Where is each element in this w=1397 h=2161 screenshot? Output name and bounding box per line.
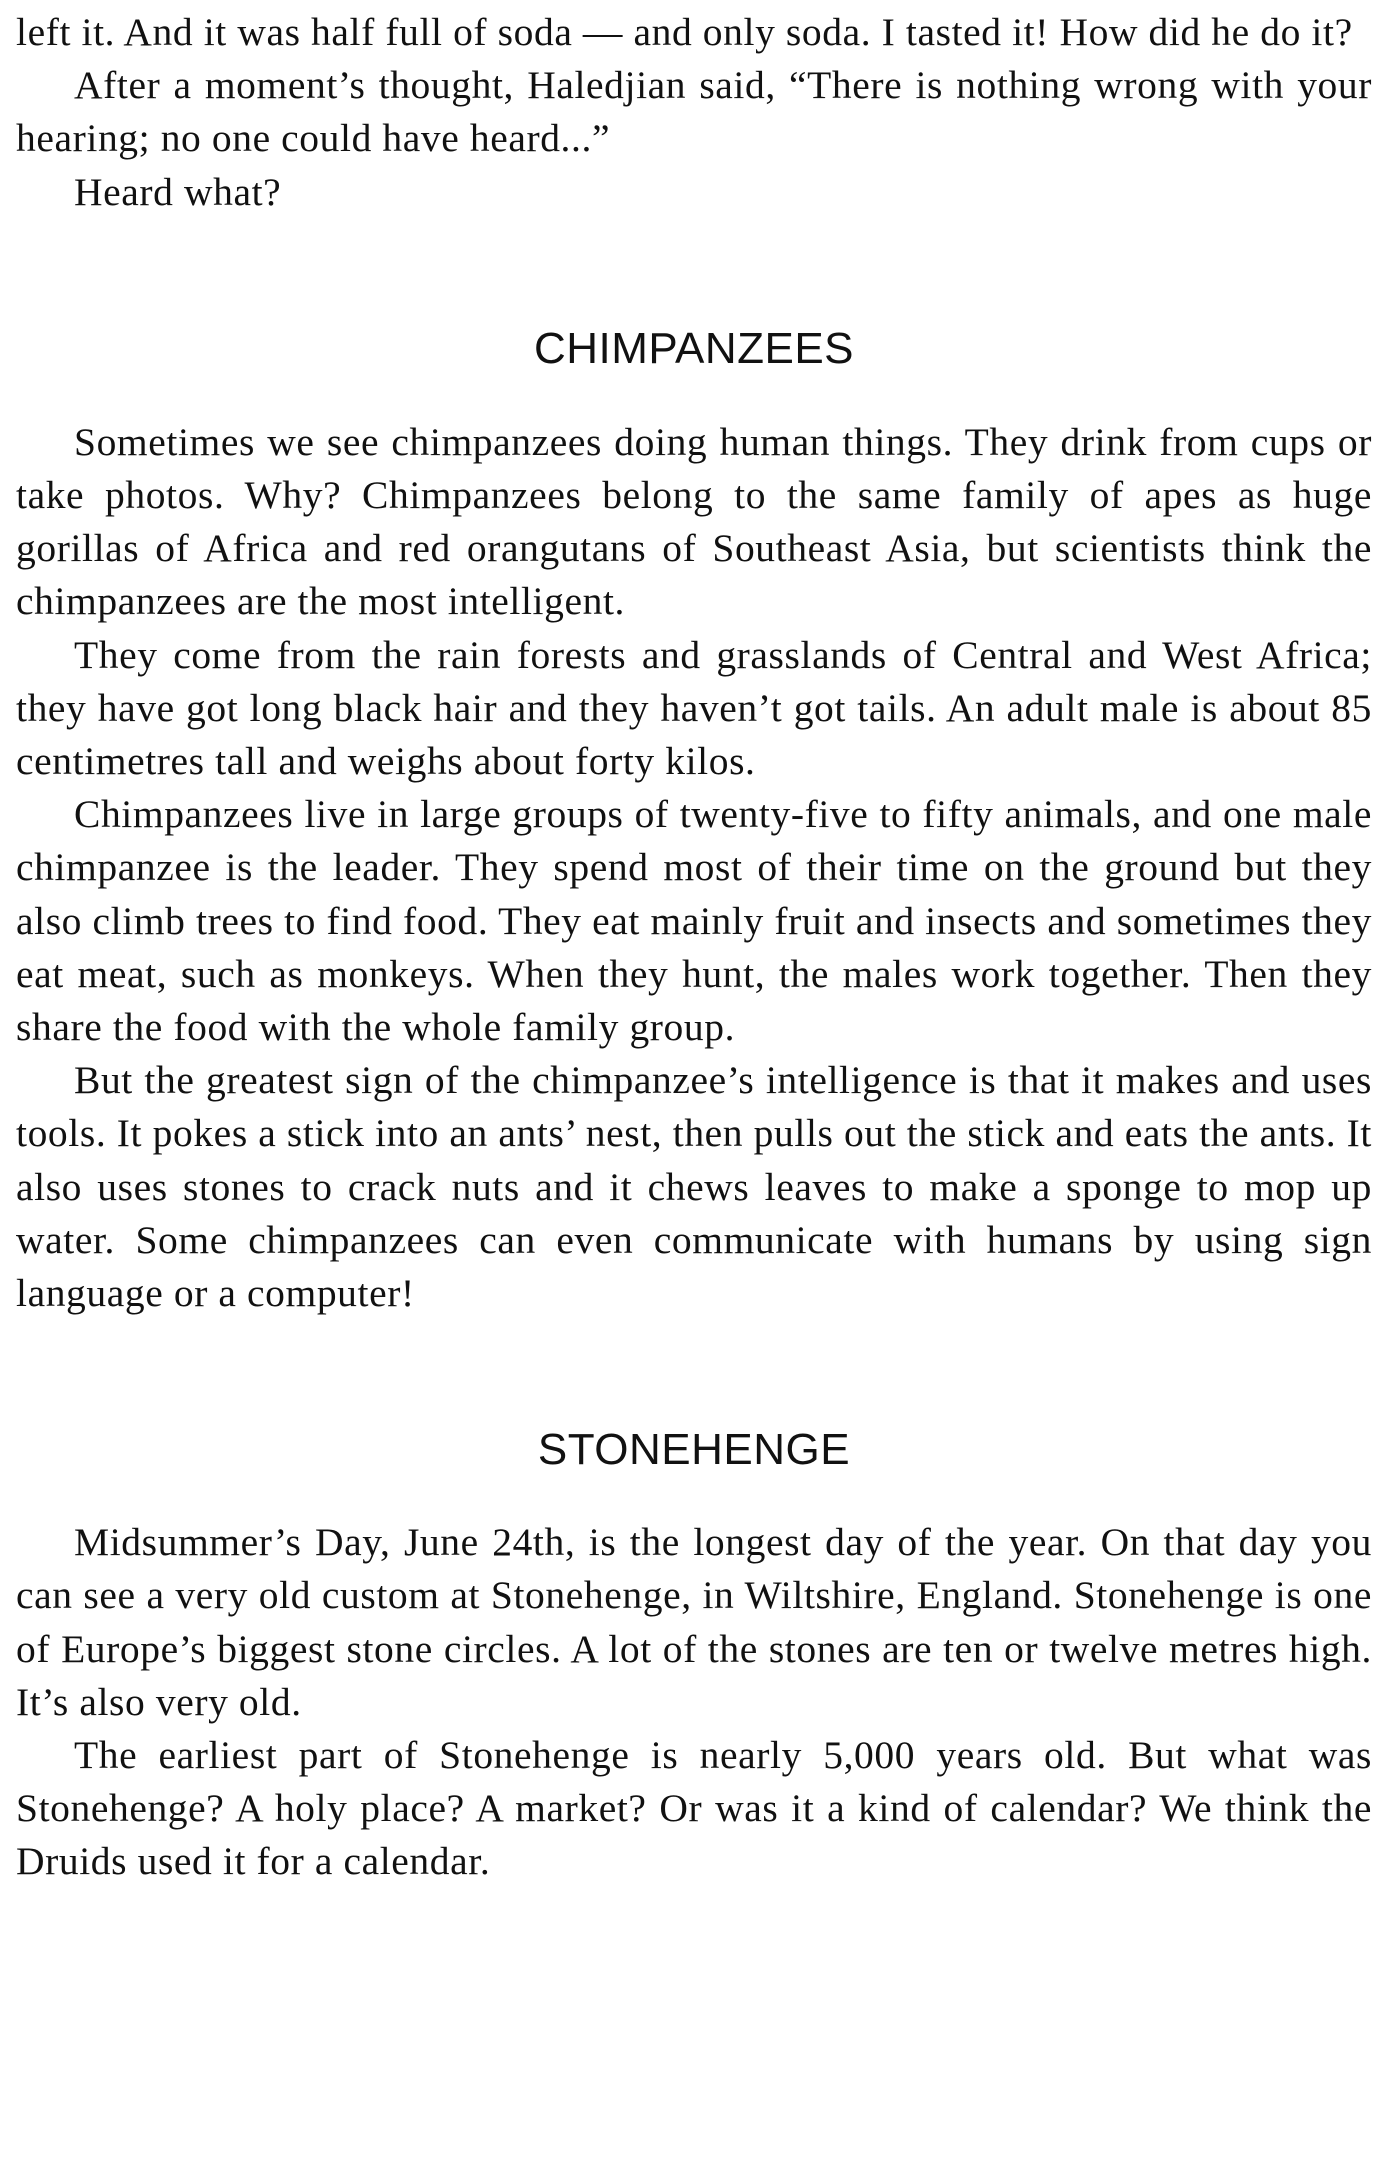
paragraph: But the greatest sign of the chimpanzee’s intelligence is that it makes and uses tools. It pokes a stick into an ants’ nest, then pulls out the stick and eats the ants. It also uses stones to crack nuts and it chews leaves to make a sponge to mop up water. Some chimpanzees can even communicate with humans by using sign language or a computer! — [16, 1058, 1372, 1316]
paragraph: left it. And it was half full of soda — and only soda. I tasted it! How did he do it? — [16, 10, 1353, 54]
section-chimpanzees — [16, 319, 1372, 1320]
paragraph: The earliest part of Stonehenge is nearly 5,000 years old. But what was Stonehenge? A holy place? A market? Or was it a kind of calendar? We think the Druids used it for a calendar. — [16, 1733, 1372, 1884]
section-heading: STONEHENGE — [537, 1425, 851, 1475]
paragraph: Sometimes we see chimpanzees doing human things. They drink from cups or take photos. Why? Chimpanzees belong to the same family of apes as huge gorillas of Africa and red orangutans of Southeast Asia, but scientists think the chimpanzees are the most intelligent. — [16, 419, 1372, 624]
story-continuation — [16, 6, 1372, 219]
section-stonehenge — [16, 1420, 1372, 1888]
paragraph: After a moment’s thought, Haledjian said, “There is nothing wrong with your hearing; no one could have heard...” — [16, 63, 1372, 161]
paragraph: Heard what? — [74, 169, 282, 214]
paragraph: Midsummer’s Day, June 24th, is the longest day of the year. On that day you can see a very old custom at Stonehenge, in Wiltshire, England. Stonehenge is one of Europe’s biggest stone circles. A lot of the stones are ten or twelve metres high. It’s also very old. — [16, 1520, 1372, 1724]
paragraph: They come from the rain forests and grasslands of Central and West Africa; they have got long black hair and they haven’t got tails. An adult male is about 85 centimetres tall and weighs about forty kilos. — [16, 632, 1372, 784]
section-heading: CHIMPANZEES — [533, 323, 855, 373]
document-page — [16, 6, 1372, 1889]
paragraph: Chimpanzees live in large groups of twenty-five to fifty animals, and one male chimpanzee is the leader. They spend most of their time on the ground but they also climb trees to find food. They eat mainly fruit and insects and sometimes they eat meat, such as monkeys. When they hunt, the males work together. Then they share the food with the whole family group. — [16, 792, 1372, 1050]
